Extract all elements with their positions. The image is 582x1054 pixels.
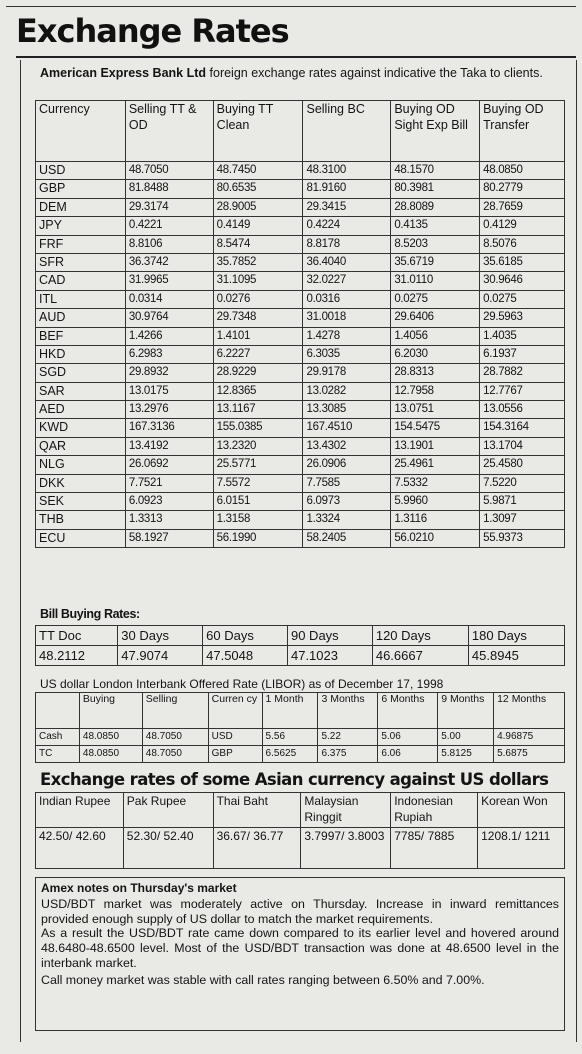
- currency-code: SGD: [36, 364, 126, 382]
- currency-code: THB: [36, 511, 126, 529]
- rate-cell: 58.2405: [303, 529, 391, 547]
- exchange-rate-table: [35, 100, 565, 548]
- rate-cell: 81.8488: [125, 180, 213, 198]
- currency-code: JPY: [36, 217, 126, 235]
- bill-term-header: 120 Days: [372, 626, 468, 646]
- rate-cell: 29.6406: [391, 309, 480, 327]
- bill-term-header: 90 Days: [287, 626, 372, 646]
- table-row: [36, 217, 565, 235]
- column-header: Selling BC: [303, 101, 391, 162]
- rate-cell: 0.0275: [480, 290, 565, 308]
- asian-rates-table: [35, 792, 565, 869]
- table-header-row: [36, 101, 565, 162]
- libor-cell: 48.7050: [142, 746, 208, 763]
- table-row: [36, 401, 565, 419]
- bill-rate-cell: 47.1023: [287, 646, 372, 666]
- libor-cell: 48.0850: [79, 746, 142, 763]
- rate-cell: 0.4149: [213, 217, 303, 235]
- rate-cell: 1.4056: [391, 327, 480, 345]
- notes-paragraph: As a result the USD/BDT rate came down compared to its earlier level and hovered around 48.6480-48.6500 level. Most of the USD/BDT transaction was done at 48.6500 level in the interbank market.: [41, 926, 559, 970]
- rate-cell: 56.1990: [213, 529, 303, 547]
- bill-rate-cell: 48.2112: [36, 646, 118, 666]
- libor-cell: 5.06: [378, 729, 438, 746]
- rate-cell: 1.3116: [391, 511, 480, 529]
- libor-rows: [36, 729, 565, 763]
- intro-description: foreign exchange rates against indicative the Taka to clients.: [206, 66, 543, 80]
- libor-cell: USD: [208, 729, 262, 746]
- table-row: [36, 456, 565, 474]
- notes-paragraph: USD/BDT market was moderately active on Thursday. Increase in inward remittances provided enough supply of US dollar to match the market requirements.: [41, 897, 559, 926]
- rate-cell: 56.0210: [391, 529, 480, 547]
- rate-cell: 0.4224: [303, 217, 391, 235]
- rate-cell: 35.6185: [480, 253, 565, 271]
- rate-cell: 167.4510: [303, 419, 391, 437]
- rate-cell: 1.3097: [480, 511, 565, 529]
- rate-cell: 26.0906: [303, 456, 391, 474]
- rate-cell: 48.0850: [480, 162, 565, 180]
- rate-cell: 12.7767: [480, 382, 565, 400]
- rate-cell: 25.4580: [480, 456, 565, 474]
- rate-cell: 7.5220: [480, 474, 565, 492]
- exchange-rate-rows: [36, 162, 565, 548]
- rate-cell: 29.8932: [125, 364, 213, 382]
- rate-cell: 6.0973: [303, 493, 391, 511]
- rate-cell: 7.5332: [391, 474, 480, 492]
- bill-buying-table: [35, 625, 565, 666]
- rate-cell: 0.4129: [480, 217, 565, 235]
- libor-cell: 48.7050: [142, 729, 208, 746]
- asian-currency-header: Thai Baht: [213, 793, 301, 828]
- bill-term-header: 180 Days: [468, 626, 564, 646]
- notes-title: Amex notes on Thursday's market: [41, 881, 237, 895]
- rate-cell: 80.3981: [391, 180, 480, 198]
- libor-title: US dollar London Interbank Offered Rate (LIBOR) as of December 17, 1998: [40, 677, 444, 691]
- rate-cell: 80.2779: [480, 180, 565, 198]
- rate-cell: 13.0175: [125, 382, 213, 400]
- rate-cell: 154.5475: [391, 419, 480, 437]
- title-rule: [16, 56, 576, 58]
- currency-code: DKK: [36, 474, 126, 492]
- asian-rate-cell: 36.67/ 36.77: [213, 828, 301, 869]
- table-row: [36, 437, 565, 455]
- bill-rate-cell: 47.9074: [118, 646, 203, 666]
- currency-code: NLG: [36, 456, 126, 474]
- rate-cell: 31.0110: [391, 272, 480, 290]
- libor-cell: 5.6875: [494, 746, 565, 763]
- rate-cell: 13.1167: [213, 401, 303, 419]
- rate-cell: 0.0314: [125, 290, 213, 308]
- asian-rate-cell: 3.7997/ 3.8003: [301, 828, 391, 869]
- rate-cell: 36.4040: [303, 253, 391, 271]
- rate-cell: 8.5474: [213, 235, 303, 253]
- currency-code: USD: [36, 162, 126, 180]
- rate-cell: 0.0316: [303, 290, 391, 308]
- libor-cell: 6.5625: [262, 746, 318, 763]
- libor-cell: 5.8125: [438, 746, 494, 763]
- rate-cell: 31.0018: [303, 309, 391, 327]
- page-title: Exchange Rates: [16, 12, 289, 50]
- rate-cell: 13.2320: [213, 437, 303, 455]
- asian-rate-cell: 1208.1/ 1211: [478, 828, 565, 869]
- rate-cell: 28.7659: [480, 198, 565, 216]
- rate-cell: 28.9005: [213, 198, 303, 216]
- currency-code: GBP: [36, 180, 126, 198]
- top-rule: [6, 6, 576, 7]
- rate-cell: 29.9178: [303, 364, 391, 382]
- currency-code: FRF: [36, 235, 126, 253]
- rate-cell: 29.7348: [213, 309, 303, 327]
- currency-code: BEF: [36, 327, 126, 345]
- bill-term-header: 60 Days: [203, 626, 288, 646]
- asian-rate-cell: 7785/ 7885: [391, 828, 478, 869]
- libor-cell: 6.06: [378, 746, 438, 763]
- rate-cell: 8.5076: [480, 235, 565, 253]
- table-row: [36, 327, 565, 345]
- rate-cell: 8.8178: [303, 235, 391, 253]
- rate-cell: 31.1095: [213, 272, 303, 290]
- rate-cell: 5.9960: [391, 493, 480, 511]
- asian-rate-cell: 52.30/ 52.40: [123, 828, 213, 869]
- table-row: [36, 419, 565, 437]
- rate-cell: 7.7585: [303, 474, 391, 492]
- rate-cell: 1.4266: [125, 327, 213, 345]
- rate-cell: 31.9965: [125, 272, 213, 290]
- column-header: Currency: [36, 101, 126, 162]
- column-header: Buying TT Clean: [213, 101, 303, 162]
- currency-code: KWD: [36, 419, 126, 437]
- rate-cell: 0.0275: [391, 290, 480, 308]
- column-header: [36, 693, 80, 729]
- currency-code: CAD: [36, 272, 126, 290]
- rate-cell: 13.0282: [303, 382, 391, 400]
- currency-code: ECU: [36, 529, 126, 547]
- amex-notes-box: [35, 877, 565, 1031]
- asian-currency-header: Malaysian Ringgit: [301, 793, 391, 828]
- rate-cell: 28.8089: [391, 198, 480, 216]
- rate-cell: 28.8313: [391, 364, 480, 382]
- rate-cell: 7.5572: [213, 474, 303, 492]
- rate-cell: 35.7852: [213, 253, 303, 271]
- rate-cell: 13.1901: [391, 437, 480, 455]
- rate-cell: 81.9160: [303, 180, 391, 198]
- asian-currency-header: Pak Rupee: [123, 793, 213, 828]
- rate-cell: 155.0385: [213, 419, 303, 437]
- intro-text: [40, 66, 570, 80]
- table-row: [36, 290, 565, 308]
- rate-cell: 1.4035: [480, 327, 565, 345]
- table-row: [36, 272, 565, 290]
- table-row: [36, 345, 565, 363]
- notes-body: [41, 897, 559, 987]
- rate-cell: 5.9871: [480, 493, 565, 511]
- rate-cell: 0.4135: [391, 217, 480, 235]
- rate-cell: 6.2983: [125, 345, 213, 363]
- rate-cell: 30.9764: [125, 309, 213, 327]
- notes-paragraph: Call money market was stable with call rates ranging between 6.50% and 7.00%.: [41, 972, 485, 987]
- rate-cell: 7.7521: [125, 474, 213, 492]
- bill-rate-cell: 46.6667: [372, 646, 468, 666]
- asian-header-row: [36, 793, 565, 828]
- libor-cell: 4.96875: [494, 729, 565, 746]
- asian-currency-header: Korean Won: [478, 793, 565, 828]
- table-row: [36, 746, 565, 763]
- table-row: [36, 474, 565, 492]
- rate-cell: 48.3100: [303, 162, 391, 180]
- currency-code: DEM: [36, 198, 126, 216]
- column-header: Curren cy: [208, 693, 262, 729]
- column-header: 1 Month: [262, 693, 318, 729]
- rate-cell: 6.0923: [125, 493, 213, 511]
- rate-cell: 0.0276: [213, 290, 303, 308]
- libor-cell: TC: [36, 746, 80, 763]
- column-header: 12 Months: [494, 693, 565, 729]
- libor-cell: 5.22: [318, 729, 378, 746]
- column-header: Buying: [79, 693, 142, 729]
- libor-cell: 5.00: [438, 729, 494, 746]
- rate-cell: 32.0227: [303, 272, 391, 290]
- table-row: [36, 729, 565, 746]
- currency-code: SFR: [36, 253, 126, 271]
- libor-cell: GBP: [208, 746, 262, 763]
- column-header: 6 Months: [378, 693, 438, 729]
- libor-header-row: [36, 693, 565, 729]
- rate-cell: 48.7050: [125, 162, 213, 180]
- bill-buying-value-row: [36, 646, 565, 666]
- column-header: 9 Months: [438, 693, 494, 729]
- rate-cell: 154.3164: [480, 419, 565, 437]
- rate-cell: 55.9373: [480, 529, 565, 547]
- table-row: [36, 180, 565, 198]
- rate-cell: 1.3313: [125, 511, 213, 529]
- rate-cell: 26.0692: [125, 456, 213, 474]
- column-header: Selling: [142, 693, 208, 729]
- table-row: [36, 253, 565, 271]
- rate-cell: 48.7450: [213, 162, 303, 180]
- rate-cell: 167.3136: [125, 419, 213, 437]
- rate-cell: 13.4192: [125, 437, 213, 455]
- rate-cell: 30.9646: [480, 272, 565, 290]
- table-row: [36, 511, 565, 529]
- rate-cell: 1.4278: [303, 327, 391, 345]
- libor-cell: 5.56: [262, 729, 318, 746]
- table-row: [36, 382, 565, 400]
- rate-cell: 6.2227: [213, 345, 303, 363]
- rate-cell: 80.6535: [213, 180, 303, 198]
- rate-cell: 29.3415: [303, 198, 391, 216]
- rate-cell: 13.4302: [303, 437, 391, 455]
- rate-cell: 12.7958: [391, 382, 480, 400]
- currency-code: SAR: [36, 382, 126, 400]
- currency-code: SEK: [36, 493, 126, 511]
- rate-cell: 29.3174: [125, 198, 213, 216]
- rate-cell: 25.4961: [391, 456, 480, 474]
- column-header: 3 Months: [318, 693, 378, 729]
- rate-cell: 1.3158: [213, 511, 303, 529]
- rate-cell: 13.1704: [480, 437, 565, 455]
- asian-currency-header: Indonesian Rupiah: [391, 793, 478, 828]
- rate-cell: 29.5963: [480, 309, 565, 327]
- bill-buying-title: Bill Buying Rates:: [40, 607, 140, 621]
- rate-cell: 28.9229: [213, 364, 303, 382]
- bill-rate-cell: 45.8945: [468, 646, 564, 666]
- column-header: Buying OD Sight Exp Bill: [391, 101, 480, 162]
- table-row: [36, 162, 565, 180]
- currency-code: HKD: [36, 345, 126, 363]
- asian-rates-title: Exchange rates of some Asian currency against US dollars: [40, 770, 549, 789]
- asian-currency-header: Indian Rupee: [36, 793, 124, 828]
- table-row: [36, 198, 565, 216]
- rate-cell: 13.0556: [480, 401, 565, 419]
- currency-code: ITL: [36, 290, 126, 308]
- rate-cell: 36.3742: [125, 253, 213, 271]
- asian-rate-cell: 42.50/ 42.60: [36, 828, 124, 869]
- bill-term-header: 30 Days: [118, 626, 203, 646]
- libor-cell: 6.375: [318, 746, 378, 763]
- rate-cell: 25.5771: [213, 456, 303, 474]
- table-row: [36, 529, 565, 547]
- column-header: Buying OD Transfer: [480, 101, 565, 162]
- table-row: [36, 364, 565, 382]
- rate-cell: 1.4101: [213, 327, 303, 345]
- rate-cell: 35.6719: [391, 253, 480, 271]
- libor-cell: Cash: [36, 729, 80, 746]
- rate-cell: 8.5203: [391, 235, 480, 253]
- libor-table: [35, 692, 565, 763]
- column-header: Selling TT & OD: [125, 101, 213, 162]
- asian-value-row: [36, 828, 565, 869]
- table-row: [36, 309, 565, 327]
- bill-term-header: TT Doc: [36, 626, 118, 646]
- rate-cell: 6.0151: [213, 493, 303, 511]
- bank-name: American Express Bank Ltd: [40, 66, 207, 80]
- currency-code: AED: [36, 401, 126, 419]
- rate-cell: 6.3035: [303, 345, 391, 363]
- rate-cell: 12.8365: [213, 382, 303, 400]
- rate-cell: 8.8106: [125, 235, 213, 253]
- rate-cell: 13.3085: [303, 401, 391, 419]
- bill-rate-cell: 47.5048: [203, 646, 288, 666]
- rate-cell: 58.1927: [125, 529, 213, 547]
- rate-cell: 0.4221: [125, 217, 213, 235]
- bill-buying-header-row: [36, 626, 565, 646]
- table-row: [36, 235, 565, 253]
- currency-code: AUD: [36, 309, 126, 327]
- libor-cell: 48.0850: [79, 729, 142, 746]
- rate-cell: 6.1937: [480, 345, 565, 363]
- rate-cell: 1.3324: [303, 511, 391, 529]
- rate-cell: 6.2030: [391, 345, 480, 363]
- rate-cell: 48.1570: [391, 162, 480, 180]
- table-row: [36, 493, 565, 511]
- currency-code: QAR: [36, 437, 126, 455]
- rate-cell: 13.0751: [391, 401, 480, 419]
- rate-cell: 28.7882: [480, 364, 565, 382]
- rate-cell: 13.2976: [125, 401, 213, 419]
